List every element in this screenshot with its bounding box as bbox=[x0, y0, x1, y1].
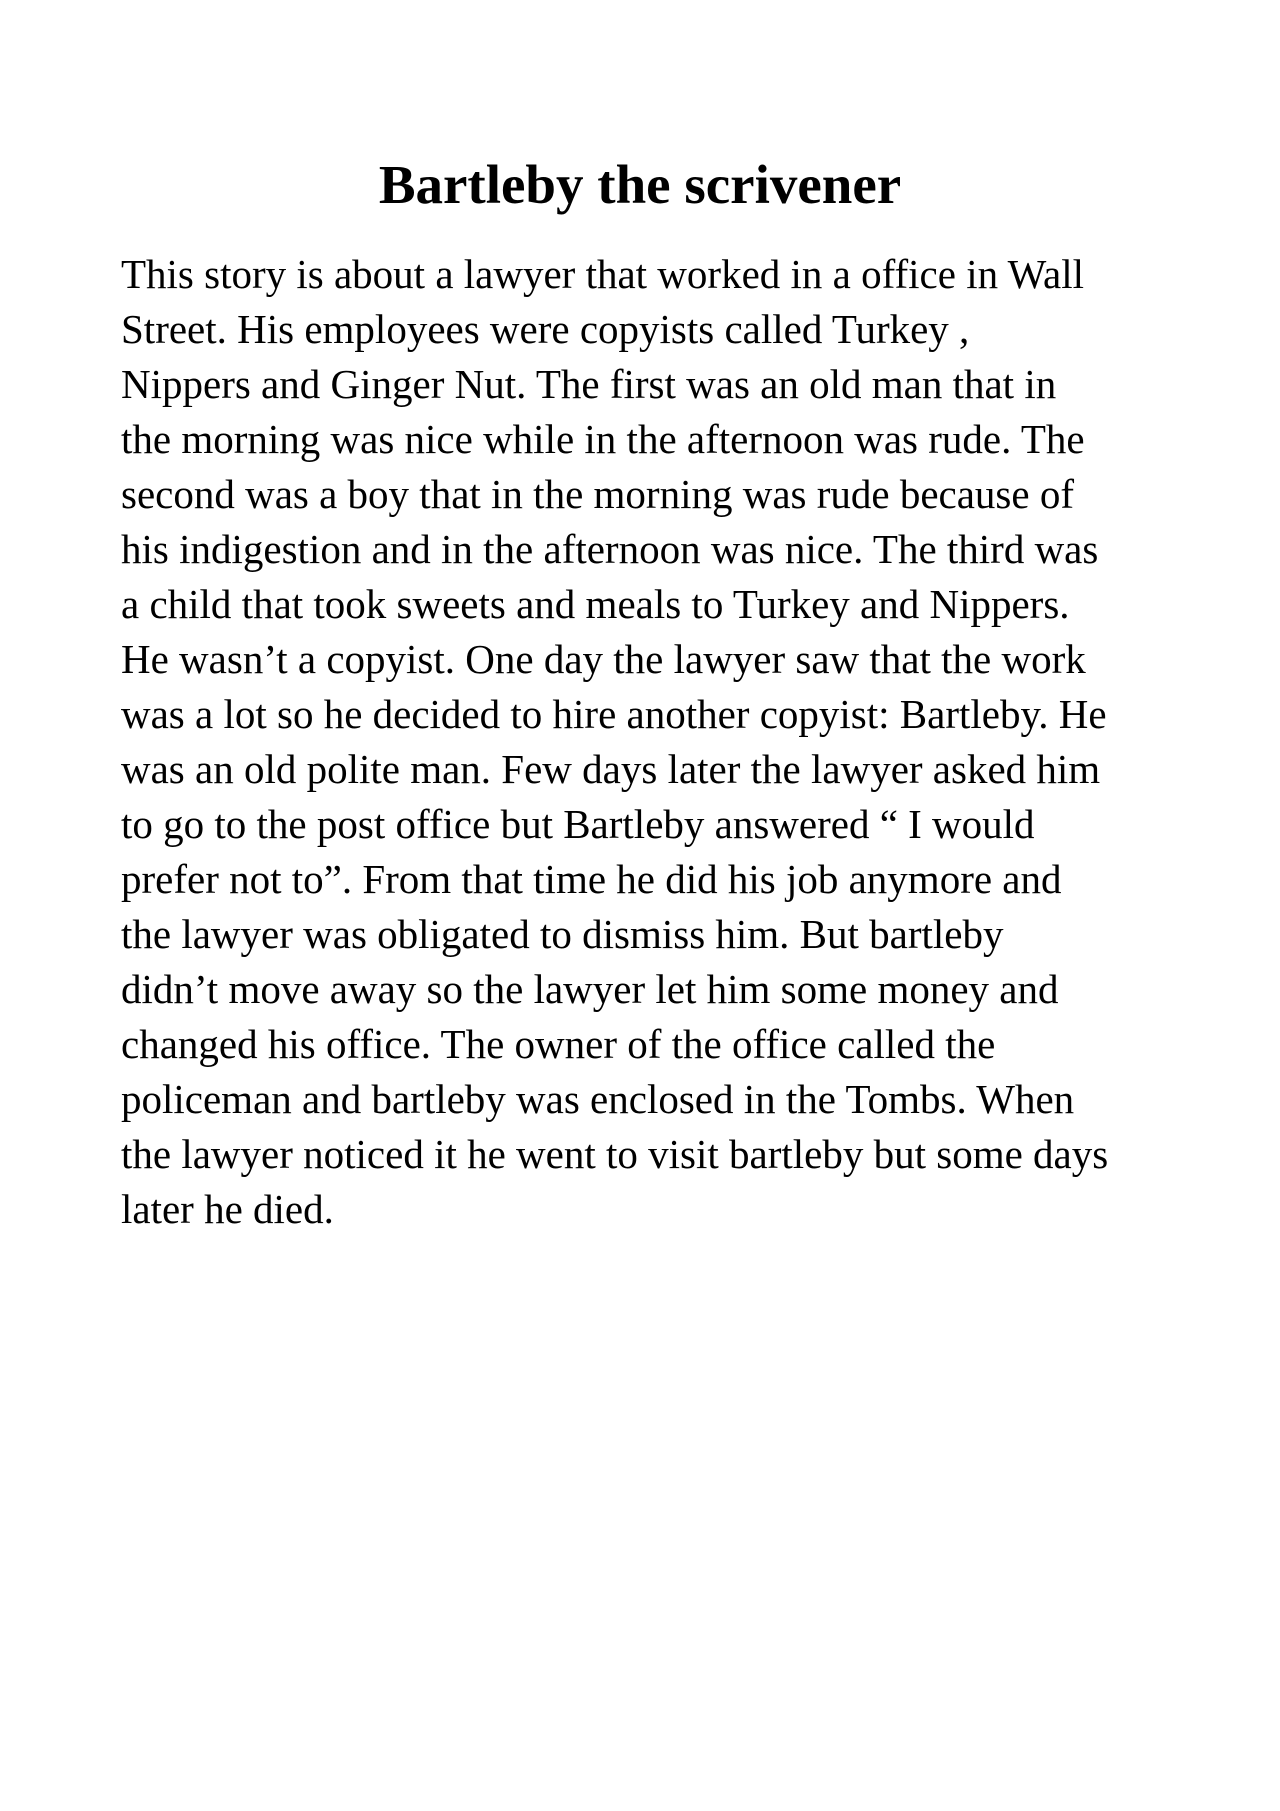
text-line: policeman and bartleby was enclosed in the Tombs. When bbox=[121, 1076, 1075, 1122]
text-line: the lawyer noticed it he went to visit bartleby but some days bbox=[121, 1131, 1109, 1177]
text-line: was an old polite man. Few days later the lawyer asked him bbox=[121, 746, 1101, 792]
text-line: changed his office. The owner of the office called the bbox=[121, 1021, 996, 1067]
text-line: didn’t move away so the lawyer let him some money and bbox=[121, 966, 1059, 1012]
text-line: He wasn’t a copyist. One day the lawyer saw that the work bbox=[121, 636, 1086, 682]
text-line: the morning was nice while in the afternoon was rude. The bbox=[121, 416, 1085, 462]
text-line: Street. His employees were copyists called Turkey , bbox=[121, 306, 970, 352]
text-line: This story is about a lawyer that worked in a office in Wall bbox=[121, 251, 1084, 297]
document-title: Bartleby the scrivener bbox=[378, 154, 902, 215]
text-line: prefer not to”. From that time he did his job anymore and bbox=[121, 856, 1062, 902]
text-line: later he died. bbox=[121, 1186, 334, 1232]
text-line: Nippers and Ginger Nut. The first was an old man that in bbox=[121, 361, 1057, 407]
text-line: was a lot so he decided to hire another copyist: Bartleby. He bbox=[121, 691, 1107, 737]
text-line: second was a boy that in the morning was rude because of bbox=[121, 471, 1074, 517]
body-paragraph bbox=[121, 247, 1181, 1237]
text-line: the lawyer was obligated to dismiss him. But bartleby bbox=[121, 911, 1004, 957]
text-line: to go to the post office but Bartleby answered “ I would bbox=[121, 801, 1035, 847]
text-line: a child that took sweets and meals to Turkey and Nippers. bbox=[121, 581, 1070, 627]
text-line: his indigestion and in the afternoon was nice. The third was bbox=[121, 526, 1099, 572]
